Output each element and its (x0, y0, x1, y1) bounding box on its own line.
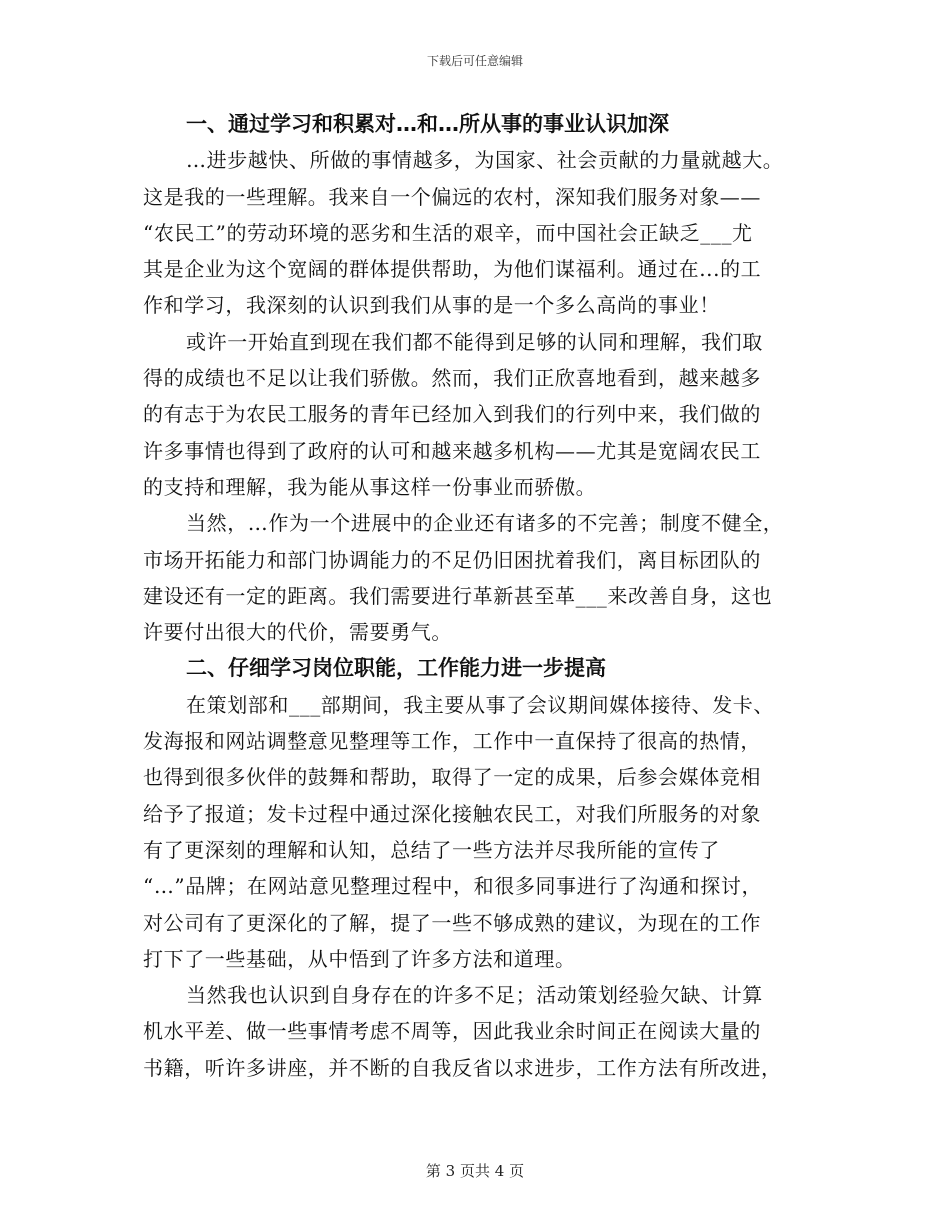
text-line: 市场开拓能力和部门协调能力的不足仍旧困扰着我们，离目标团队的 (143, 547, 761, 572)
section-1-paragraph-2 (143, 324, 808, 505)
document-body (143, 106, 808, 1086)
text-line: 也得到很多伙伴的鼓舞和帮助，取得了一定的成果，后参会媒体竞相 (143, 765, 761, 790)
text-line: 其是企业为这个宽阔的群体提供帮助，为他们谋福利。通过在...的工 (143, 257, 762, 282)
text-line: 的有志于为农民工服务的青年已经加入到我们的行列中来，我们做的 (143, 402, 761, 427)
text-line: 这是我的一些理解。我来自一个偏远的农村，深知我们服务对象—— (143, 184, 761, 209)
section-2-heading: 二、仔细学习岗位职能，工作能力进一步提高 (186, 656, 606, 681)
text-line: 书籍，听许多讲座，并不断的自我反省以求进步，工作方法有所改进， (143, 1055, 782, 1080)
text-line: 打下了一些基础，从中悟到了许多方法和道理。 (143, 946, 576, 971)
text-line: 对公司有了更深化的了解，提了一些不够成熟的建议，为现在的工作 (143, 910, 761, 935)
text-line: “农民工”的劳动环境的恶劣和生活的艰辛，而中国社会正缺乏___尤 (143, 220, 753, 245)
text-line: 发海报和网站调整意见整理等工作，工作中一直保持了很高的热情， (143, 729, 761, 754)
text-line: 当然我也认识到自身存在的许多不足；活动策划经验欠缺、计算 (186, 983, 763, 1008)
text-line: 给予了报道；发卡过程中通过深化接触农民工，对我们所服务的对象 (143, 801, 761, 826)
section-2-paragraph-2 (143, 977, 808, 1086)
text-line: 得的成绩也不足以让我们骄傲。然而，我们正欣喜地看到，越来越多 (143, 366, 761, 391)
text-line: 许要付出很大的代价，需要勇气。 (143, 620, 452, 645)
text-line: “…”品牌；在网站意见整理过程中，和很多同事进行了沟通和探讨， (143, 874, 763, 899)
text-line: 当然，…作为一个进展中的企业还有诸多的不完善；制度不健全， (186, 511, 784, 536)
text-line: 或许一开始直到现在我们都不能得到足够的认同和理解，我们取 (186, 329, 763, 354)
text-line: 作和学习，我深刻的认识到我们从事的是一个多么高尚的事业！ (143, 293, 720, 318)
text-line: 的支持和理解，我为能从事这样一份事业而骄傲。 (143, 474, 597, 499)
section-1-paragraph-1 (143, 142, 808, 323)
text-line: 有了更深刻的理解和认知，总结了一些方法并尽我所能的宣传了 (143, 837, 720, 862)
section-2-paragraph-1 (143, 687, 808, 977)
text-line: 许多事情也得到了政府的认可和越来越多机构——尤其是宽阔农民工 (143, 438, 761, 463)
section-1-heading: 一、通过学习和积累对…和…所从事的事业认识加深 (186, 112, 669, 136)
text-line: …进步越快、所做的事情越多，为国家、社会贡献的力量就越大。 (186, 148, 784, 173)
text-line: 机水平差、做一些事情考虑不周等，因此我业余时间正在阅读大量的 (143, 1019, 761, 1044)
page-number: 第 3 页共 4 页 (425, 1162, 525, 1180)
page-header: 下载后可任意编辑 (426, 54, 523, 68)
text-line: 建设还有一定的距离。我们需要进行革新甚至革___来改善自身，这也 (143, 583, 773, 608)
section-1-paragraph-3 (143, 505, 808, 650)
text-line: 在策划部和___部期间，我主要从事了会议期间媒体接待、发卡、 (186, 692, 774, 717)
